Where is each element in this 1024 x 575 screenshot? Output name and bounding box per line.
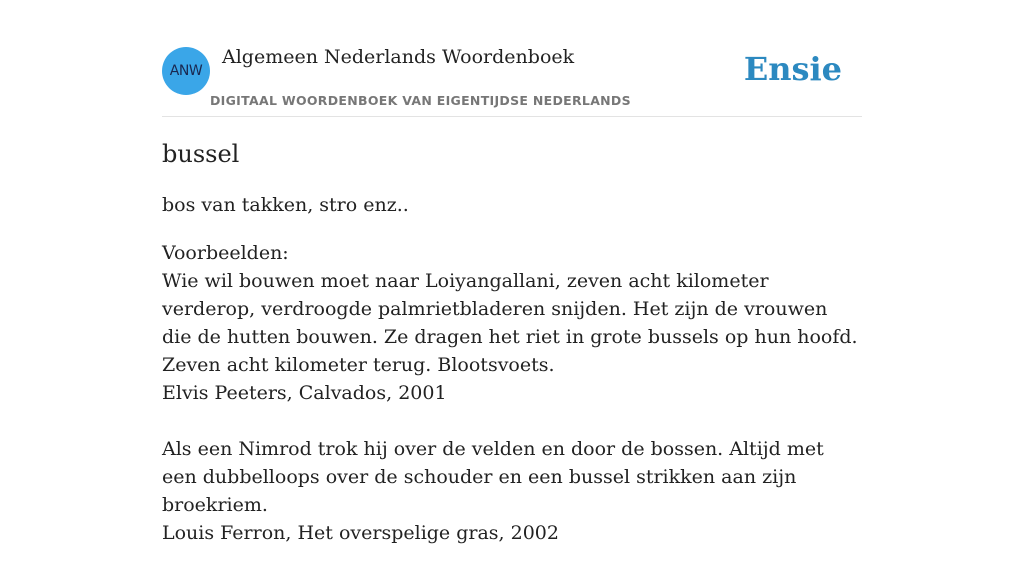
example-source: Louis Ferron, Het overspelige gras, 2002 <box>162 522 559 544</box>
example-item <box>162 435 862 547</box>
example-item <box>162 267 862 407</box>
example-source: Elvis Peeters, Calvados, 2001 <box>162 382 447 404</box>
site-header <box>162 0 862 117</box>
examples-label: Voorbeelden: <box>162 242 289 264</box>
entry-definition: bos van takken, stro enz.. <box>162 194 409 216</box>
entry-title: bussel <box>162 140 240 168</box>
page <box>162 0 862 544</box>
site-title[interactable]: Algemeen Nederlands Woordenboek <box>222 46 575 68</box>
examples-section <box>162 239 862 575</box>
example-quote: Wie wil bouwen moet naar Loiyangallani, zeven acht kilometer verderop, verdroogde palmrietbladeren snijden. Het zijn de vrouwen die de hutten bouwen. Ze dragen het riet in grote bussels op hun hoofd. Zeven acht kilometer terug. Blootsvoets. <box>162 270 858 376</box>
anw-logo[interactable]: ANW <box>162 47 210 95</box>
example-quote: Als een Nimrod trok hij over de velden en door de bossen. Altijd met een dubbelloops over de schouder en een bussel strikken aan zijn broekriem. <box>162 438 824 516</box>
site-subtitle: DIGITAAL WOORDENBOEK VAN EIGENTIJDSE NEDERLANDS <box>210 93 631 108</box>
ensie-brand-link[interactable]: Ensie <box>743 50 842 88</box>
